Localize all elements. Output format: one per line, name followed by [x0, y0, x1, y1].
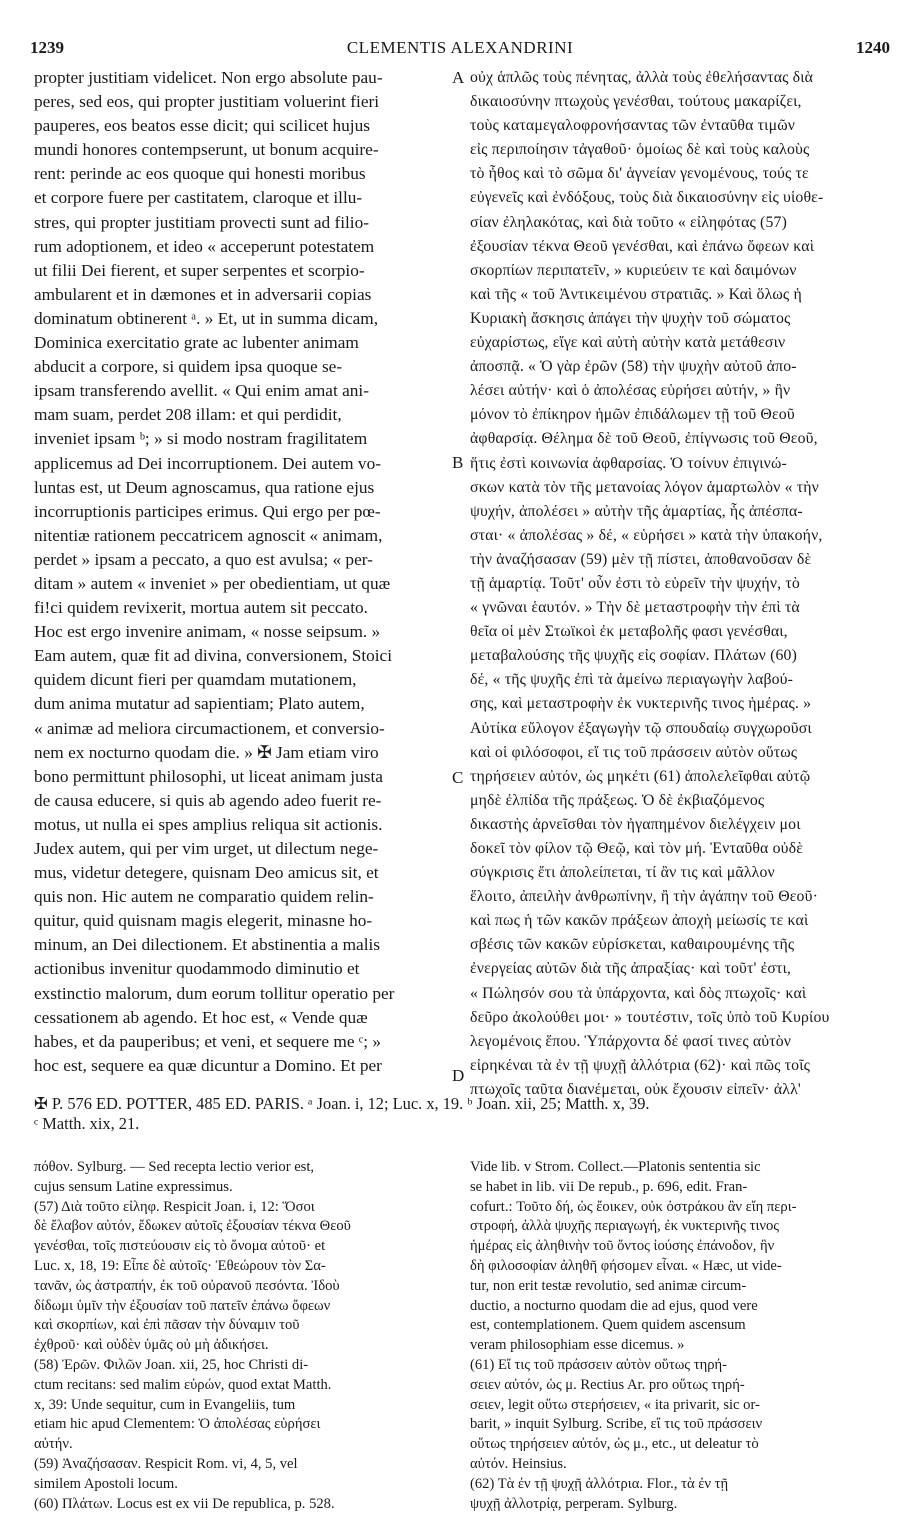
- reference-footnotes: [34, 1094, 879, 1134]
- latin-text-line: quidem dicunt fieri per quamdam mutationem,: [34, 670, 357, 690]
- latin-text-line: applicemus ad Dei incorruptionem. Dei autem vo-: [34, 453, 381, 473]
- greek-text-line: σκορπίων περιπατεῖν, » κυριεύειν τε καὶ δαιμόνων: [470, 261, 797, 279]
- latin-text-line: mam suam, perdet 208 illam: et qui perdidit,: [34, 405, 342, 425]
- margin-mark-d: D: [452, 1066, 465, 1085]
- greek-text-line: τηρήσειεν αὐτόν, ὡς μηκέτι (61) ἀπολελεῖφθαι αὐτῷ: [470, 767, 811, 785]
- note-line: etiam hic apud Clementem: Ὁ ἀπολέσας εὑρήσει: [34, 1416, 321, 1433]
- greek-text-line: εἰς περιποίησιν τἀγαθοῦ· ὁμοίως δὲ καὶ τοὺς καλοὺς: [470, 141, 810, 159]
- latin-text-line: stres, qui propter justitiam provecti sunt ad filio-: [34, 212, 370, 232]
- greek-text-line: μόνον τὸ ἐπίκηρον ἡμῶν ἐπιδάλωμεν τῇ τοῦ Θεοῦ: [470, 406, 795, 424]
- greek-text-line: οὐχ ἁπλῶς τοὺς πένητας, ἀλλὰ τοὺς ἐθελήσαντας διὰ: [470, 69, 814, 86]
- greek-text-line: σύγκρισις ἔτι ἀπολείπεται, τί ἂν τις καὶ μᾶλλον: [470, 864, 775, 882]
- greek-text-line: δοκεῖ τὸν φίλον τῷ Θεῷ, καὶ τὸν μή. Ἐνταῦθα οὐδὲ: [470, 840, 803, 857]
- note-line: se habet in lib. vii De repub., p. 696, edit. Fran-: [470, 1178, 748, 1195]
- latin-text-line: rum adoptionem, et ideo « acceperunt potestatem: [34, 236, 375, 256]
- latin-text-line: mus, videtur detegere, quisnam Deo amicus sit, et: [34, 863, 379, 883]
- footnote-line: ✠ P. 576 ED. POTTER, 485 ED. PARIS. ᵃ Joan. i, 12; Luc. x, 19. ᵇ Joan. xii, 25; Matth. x, 39.: [34, 1094, 650, 1113]
- latin-text-line: rent: perinde ac eos quoque qui honesti moribus: [34, 164, 366, 184]
- greek-column: [470, 66, 878, 1102]
- note-line: δὴ φιλοσοφίαν ἀληθῆ φήσομεν εἶναι. « Hæc, ut vide-: [470, 1257, 782, 1274]
- note-line: cujus sensum Latine expressimus.: [34, 1178, 233, 1195]
- page-number-left: 1239: [30, 38, 64, 57]
- note-line: (61) Εἴ τις τοῦ πράσσειν αὐτὸν οὕτως τηρή-: [470, 1356, 728, 1373]
- latin-text-line: et corpore fuere per castitatem, claroque et illu-: [34, 188, 363, 208]
- greek-text-line: δέ, « τῆς ψυχῆς ἐπὶ τὰ ἀμείνω περιαγωγὴν λαβού-: [470, 671, 794, 689]
- note-line: σειεν, legit οὕτω στερήσειεν, « ita privarit, sic or-: [470, 1396, 760, 1413]
- greek-text-line: σται· « ἀπολέσας » δέ, « εὑρήσει » κατὰ τὴν ὑπακοήν,: [470, 526, 823, 544]
- latin-text-line: ambularent et in dæmones et in adversarii copias: [34, 284, 372, 304]
- running-header: [30, 38, 890, 66]
- greek-text-line: εὐγενεῖς καὶ ἐνδόξους, τοὺς διὰ δικαιοσύνην εἰς υἱοθε-: [470, 189, 824, 207]
- note-line: Luc. x, 18, 19: Εἶπε δὲ αὐτοῖς· Ἐθεώρουν τὸν Σα-: [34, 1257, 326, 1274]
- latin-text-line: hoc est, sequere ea quæ dicuntur a Domino. Et per: [34, 1055, 382, 1075]
- note-line: αὐτόν. Heinsius.: [470, 1455, 567, 1472]
- latin-text-line: de causa educere, si quis ab agendo adeo fuerit re-: [34, 790, 382, 810]
- margin-mark-b: B: [452, 453, 464, 472]
- greek-text-line: ἀποσπᾷ. « Ὁ γὰρ ἐρῶν (58) τὴν ψυχὴν αὐτοῦ ἀπο-: [470, 358, 797, 376]
- latin-text-line: Judex autem, qui per vim urget, ut dilectum nege-: [34, 839, 379, 858]
- greek-text-line: θεῖα οἱ μὲν Στωϊκοὶ ἐκ μεταβολῆς φασι γενέσθαι,: [470, 623, 788, 641]
- note-line: ἐχθροῦ· καὶ οὐδὲν ὑμᾶς οὐ μὴ ἀδικήσει.: [34, 1337, 269, 1354]
- greek-text-line: καὶ τῆς « τοῦ Ἀντικειμένου στρατιᾶς. » Καὶ ὅλως ἡ: [470, 285, 802, 303]
- note-line: cofurt.: Τοῦτο δή, ὡς ἔοικεν, οὐκ ὀστράκου ἂν εἴη περι-: [470, 1198, 797, 1215]
- greek-text-line: τὸ ἦθος καὶ τὸ σῶμα δι' ἁγνείαν γενομένους, τούς τε: [470, 165, 809, 183]
- latin-text-line: abducit a corpore, si quidem ipsa quoque se-: [34, 357, 343, 377]
- page-number-right: 1240: [856, 38, 890, 57]
- note-line: (62) Τὰ ἐν τῇ ψυχῇ ἀλλότρια. Flor., τὰ ἐν τῇ: [470, 1475, 729, 1492]
- note-line: δὲ ἔλαβον αὐτόν, ἔδωκεν αὐτοῖς ἐξουσίαν τέκνα Θεοῦ: [34, 1218, 351, 1235]
- note-line: ἡμέρας εἰς ἀληθινὴν τοῦ ὄντος ἰούσης ἐπάνοδον, ἣν: [470, 1238, 775, 1255]
- greek-text-line: δεῦρο ἀκολούθει μοι· » τουτέστιν, τοῖς ὑπὸ τοῦ Κυρίου: [470, 1008, 830, 1026]
- note-line: τανᾶν, ὡς ἀστραπήν, ἐκ τοῦ οὐρανοῦ πεσόντα. Ἰδοὺ: [34, 1277, 340, 1294]
- greek-text-line: ἕλοιτο, ἀπειλὴν ἀνθρωπίνην, ἢ τὴν ἀγάπην τοῦ Θεοῦ·: [470, 888, 818, 906]
- note-line: ψυχῇ ἀλλοτρίᾳ, perperam. Sylburg.: [470, 1495, 678, 1512]
- note-line: ductio, a nocturno quodam die ad ejus, quod vere: [470, 1297, 758, 1314]
- greek-text-line: πτωχοῖς ταῦτα διανέμεται, οὐκ ἔχουσιν εἰπεῖν· ἀλλ': [470, 1080, 801, 1098]
- latin-text-line: luntas est, ut Deum agnoscamus, qua ratione ejus: [34, 477, 375, 497]
- greek-text-line: μεταβαλούσης τῆς ψυχῆς εἰς σοφίαν. Πλάτων (60): [470, 647, 797, 665]
- greek-text-line: τοὺς καταμεγαλοφρονήσαντας τῶν ἐνταῦθα τιμῶν: [470, 117, 796, 135]
- latin-text-line: bono permittunt philosophi, ut liceat animam justa: [34, 766, 383, 786]
- latin-text-line: nitentiæ rationem peccatricem agnoscit « animam,: [34, 525, 383, 545]
- latin-text-line: habes, et da pauperibus; et veni, et sequere me ᶜ; »: [34, 1031, 382, 1051]
- greek-text-line: σίαν ἐληλακότας, καὶ διὰ τοῦτο « εἰληφότας (57): [470, 213, 787, 231]
- greek-text-line: τὴν ἀναζήσασαν (59) μὲν τῇ πίστει, ἀποθανοῦσαν δὲ: [470, 550, 812, 568]
- greek-text-line: ἐνεργείας αὐτῶν διὰ τῆς ἀπραξίας· καὶ τοῦτ' ἐστι,: [470, 960, 792, 978]
- latin-text-line: quitur, quid quisnam magis elegerit, minasne ho-: [34, 911, 373, 931]
- latin-text-line: minum, an Dei dilectionem. Et abstinentia a malis: [34, 935, 381, 955]
- latin-column: [34, 66, 446, 1078]
- latin-text-line: Hoc est ergo invenire animam, « nosse seipsum. »: [34, 622, 381, 642]
- footnote-line: ᶜ Matth. xix, 21.: [34, 1114, 140, 1133]
- latin-text-line: « animæ ad meliora circumactionem, et conversio-: [34, 718, 385, 738]
- greek-text-line: « Πώλησόν σου τὰ ὑπάρχοντα, καὶ δὸς πτωχοῖς· καὶ: [470, 984, 807, 1002]
- latin-text-line: inveniet ipsam ᵇ; » si modo nostram fragilitatem: [34, 429, 368, 449]
- notes-left-column: [34, 1158, 444, 1514]
- latin-text-line: pauperes, eos beatos esse dicit; qui scilicet hujus: [34, 116, 370, 136]
- note-line: (59) Ἀναζήσασαν. Respicit Rom. vi, 4, 5, vel: [34, 1455, 298, 1472]
- latin-text-line: actionibus invenitur quodammodo diminutio et: [34, 959, 360, 979]
- greek-text-line: δικαιοσύνην πτωχοὺς γενέσθαι, τούτους μακαρίζει,: [470, 93, 802, 111]
- greek-text-line: ἀφθαρσίᾳ. Θέλημα δὲ τοῦ Θεοῦ, ἐπίγνωσις τοῦ Θεοῦ,: [470, 430, 818, 448]
- latin-text-line: ut filii Dei fierent, et super serpentes et scorpio-: [34, 260, 365, 280]
- note-line: est, contemplationem. Quem quidem ascensum: [470, 1317, 746, 1334]
- latin-text-line: peres, sed eos, qui propter justitiam voluerint fieri: [34, 92, 380, 112]
- latin-text-line: fi!ci quidem revixerit, mortua autem sit peccato.: [34, 598, 368, 618]
- greek-text-line: Κυριακὴ ἄσκησις ἀπάγει τὴν ψυχὴν τοῦ σώματος: [470, 309, 791, 327]
- latin-text-line: mundi honores contempserunt, ut bonum acquire-: [34, 140, 379, 160]
- greek-text-line: ἐξουσίαν τέκνα Θεοῦ γενέσθαι, καὶ ἐπάνω ὄφεων καὶ: [470, 237, 815, 255]
- note-line: δίδωμι ὑμῖν τὴν ἐξουσίαν τοῦ πατεῖν ἐπάνω ὄφεων: [34, 1297, 331, 1314]
- latin-text-line: ipsam transferendo avellit. « Qui enim amat ani-: [34, 381, 369, 401]
- latin-text-line: quis non. Hic autem ne comparatio quidem relin-: [34, 887, 374, 907]
- greek-text-line: « γνῶναι ἑαυτόν. » Τὴν δὲ μεταστροφὴν τὴν ἐπὶ τὰ: [470, 599, 800, 617]
- greek-text-line: τῇ ἁμαρτίᾳ. Τοῦτ' οὖν ἐστι τὸ εὑρεῖν τὴν ψυχήν, τὸ: [470, 574, 800, 592]
- latin-text-line: Eam autem, quæ fit ad divina, conversionem, Stoici: [34, 646, 393, 666]
- latin-text-line: Dominica exercitatio grate ac lubenter animam: [34, 333, 359, 353]
- note-line: πόθον. Sylburg. — Sed recepta lectio verior est,: [34, 1159, 315, 1175]
- note-line: (60) Πλάτων. Locus est ex vii De republica, p. 528.: [34, 1495, 335, 1512]
- greek-text-line: ἥτις ἐστὶ κοινωνία ἀφθαρσίας. Ὁ τοίνυν ἐπιγινώ-: [470, 454, 787, 472]
- greek-text-line: δικαστὴς ἀρνεῖσθαι τὸν ἠγαπημένον διελέγχειν μοι: [470, 815, 801, 833]
- note-line: γενέσθαι, τοῖς πιστεύουσιν εἰς τὸ ὄνομα αὐτοῦ· et: [34, 1238, 326, 1255]
- latin-text-line: cessationem ab agendo. Et hoc est, « Vende quæ: [34, 1007, 368, 1027]
- note-line: ctum recitans: sed malim εὑρών, quod extat Matth.: [34, 1376, 332, 1393]
- note-line: Vide lib. v Strom. Collect.—Platonis sententia sic: [470, 1159, 761, 1175]
- note-line: (57) Διὰ τοῦτο εἰληφ. Respicit Joan. i, 12: Ὅσοι: [34, 1198, 315, 1215]
- latin-text-line: exstinctio malorum, dum eorum tollitur operatio per: [34, 983, 395, 1003]
- note-line: similem Apostoli locum.: [34, 1475, 178, 1492]
- greek-text-line: εἰρηκέναι τὰ ἐν τῇ ψυχῇ ἀλλότρια (62)· καὶ πῶς τοῖς: [470, 1056, 811, 1074]
- greek-text-line: εὐχαρίστως, εἴγε καὶ αὐτὴ αὐτὴν κατὰ μετάθεσιν: [470, 334, 786, 352]
- greek-text-line: σκων κατὰ τὸν τῆς μετανοίας λόγον ἁμαρτωλὸν « τὴν: [470, 478, 819, 496]
- latin-text-line: dominatum obtinerent ᵃ. » Et, ut in summa dicam,: [34, 308, 379, 328]
- note-line: tur, non erit testæ revolutio, sed animæ circum-: [470, 1277, 747, 1294]
- greek-text-line: σβέσις τῶν κακῶν εὑρίσκεται, καθαιρουμένης τῆς: [470, 936, 795, 954]
- margin-mark-c: C: [452, 768, 464, 787]
- note-line: καὶ σκορπίων, καὶ ἐπὶ πᾶσαν τὴν δύναμιν τοῦ: [34, 1317, 300, 1334]
- greek-text-line: καὶ πως ἡ τῶν κακῶν πράξεων ἀποχὴ μείωσίς τε καὶ: [470, 912, 809, 930]
- latin-text-line: ditam » autem « inveniet » per obedientiam, ut quæ: [34, 573, 391, 593]
- note-line: barit, » inquit Sylburg. Scribe, εἴ τις τοῦ πράσσειν: [470, 1416, 763, 1433]
- greek-text-line: καὶ οἱ φιλόσοφοι, εἴ τις τοῦ πράσσειν αὐτὸν οὕτως: [470, 743, 798, 761]
- note-line: σειεν αὐτόν, ὡς μ. Rectius Ar. pro οὕτως τηρή-: [470, 1376, 745, 1393]
- notes-right-column: [470, 1158, 880, 1514]
- greek-text-line: μηδὲ ἐλπίδα τῆς πράξεως. Ὁ δὲ ἐκβιαζόμενος: [470, 791, 765, 809]
- latin-text-line: dum anima mutatur ad sapientiam; Plato autem,: [34, 694, 365, 714]
- latin-text-line: perdet » ipsam a peccato, a quo est avulsa; « per-: [34, 549, 373, 569]
- latin-text-line: motus, ut nulla ei spes amplius reliqua sit actionis.: [34, 814, 383, 834]
- margin-mark-a: A: [452, 68, 465, 87]
- running-title: CLEMENTIS ALEXANDRINI: [346, 38, 574, 57]
- note-line: x, 39: Unde sequitur, cum in Evangeliis, tum: [34, 1396, 296, 1413]
- note-line: (58) Ἐρῶν. Φιλῶν Joan. xii, 25, hoc Christi di-: [34, 1356, 309, 1373]
- latin-text-line: nem ex nocturno quodam die. » ✠ Jam etiam viro: [34, 742, 379, 762]
- note-line: veram philosophiam esse dicemus. »: [470, 1337, 685, 1354]
- note-line: οὕτως τηρήσειεν αὐτόν, ὡς μ., etc., ut deleatur τὸ: [470, 1436, 759, 1453]
- greek-text-line: λέσει αὐτήν· καὶ ὁ ἀπολέσας εὑρήσει αὐτήν, » ἢν: [470, 382, 791, 400]
- greek-text-line: λεγομένοις ἕπου. Ὑπάρχοντα δέ φασί τινες αὐτὸν: [470, 1032, 792, 1050]
- latin-text-line: propter justitiam videlicet. Non ergo absolute pau-: [34, 68, 383, 87]
- note-line: αὐτήν.: [34, 1436, 73, 1453]
- latin-text-line: incorruptionis participes erimus. Qui ergo per pœ-: [34, 501, 381, 521]
- greek-text-line: Αὐτίκα εὔλογον ἐξαγωγὴν τῷ σπουδαίῳ συγχωροῦσι: [470, 719, 812, 737]
- note-line: στροφή, ἀλλὰ ψυχῆς περιαγωγή, ἐκ νυκτερινῆς τινος: [470, 1218, 780, 1235]
- greek-text-line: ψυχήν, ἀπολέσει » αὐτὴν τῆς ἁμαρτίας, ἧς ἀπέσπα-: [470, 502, 803, 520]
- greek-text-line: σης, καὶ μεταστροφὴν ἐκ νυκτερινῆς τινος ἡμέρας. »: [470, 695, 812, 713]
